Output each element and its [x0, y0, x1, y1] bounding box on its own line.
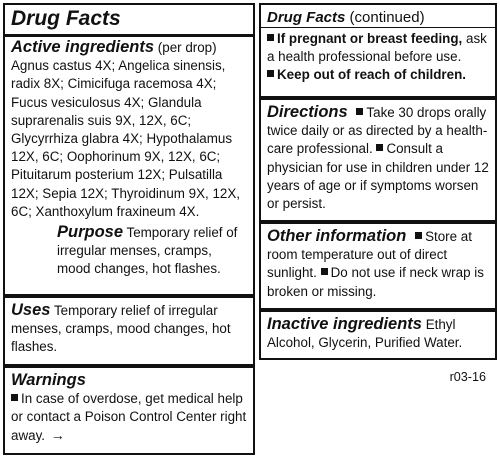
inactive-ingredients-text: Ethyl Alcohol, Glycerin, Purified Water. [267, 317, 463, 351]
continued-note: (continued) [349, 9, 425, 26]
drug-facts-title: Drug Facts [11, 7, 121, 30]
drug-facts-main-panel [3, 3, 255, 296]
active-ingredients-heading: Active ingredients [11, 38, 155, 56]
label-revision-code: r03-16 [449, 370, 486, 384]
other-information-item-1: Store at room temperature out of direct sunlight. [267, 229, 472, 281]
purpose-text: Temporary relief of irregular menses, cramps, mood changes, hot flashes. [57, 225, 238, 277]
title-rule [5, 34, 253, 37]
bullet-square-icon [267, 34, 274, 41]
uses-text: Temporary relief of irregular menses, cramps, mood changes, hot flashes. [11, 303, 231, 355]
purpose-section [11, 223, 247, 279]
directions-item-1: Take 30 drops orally twice daily or as directed by a health-care professional. [267, 105, 488, 157]
warnings-text: In case of overdose, get medical help or contact a Poison Control Center right away. [11, 391, 247, 444]
uses-panel [3, 296, 255, 366]
purpose-heading: Purpose [57, 223, 124, 242]
warnings-heading: Warnings [11, 371, 86, 389]
bullet-square-icon [267, 70, 274, 77]
pregnant-warning-rest: ask a health professional before use. [267, 31, 487, 65]
warnings-panel [3, 366, 255, 455]
bullet-square-icon [11, 394, 18, 401]
other-information-panel [259, 222, 497, 310]
children-warning: Keep out of reach of children. [277, 67, 466, 83]
bullet-square-icon [415, 232, 422, 239]
directions-panel [259, 98, 497, 222]
pregnant-warning: If pregnant or breast feeding, [277, 31, 463, 46]
inactive-ingredients-heading: Inactive ingredients [267, 315, 422, 333]
other-information-item-2: Do not use if neck wrap is broken or missing. [267, 265, 484, 299]
continue-arrow-icon: → [50, 427, 65, 444]
continued-title: Drug Facts [267, 9, 346, 26]
other-information-heading: Other information [267, 227, 407, 245]
directions-item-2: Consult a physician for use in children under 12 years of age or if symptoms worsen or persist. [267, 141, 489, 212]
directions-heading: Directions [267, 103, 348, 121]
bullet-square-icon [376, 144, 383, 151]
inactive-ingredients-panel [259, 310, 497, 360]
active-ingredients-text: Agnus castus 4X; Angelica sinensis, radix 8X; Cimicifuga racemosa 4X; Fucus vesiculosus 4X; Glandula suprarenalis suis 9X, 12X, 6C; Glycyrrhiza glabra 4X; Hypothalamus 12X, 6C; Oophorinum 9X, 12X, 6C; Pituitarum posterium 12X; Pulsatilla 12X; Sepia 12X; Thyroidinum 9X, 12X, 6C; Xanthoxylum fraxineum 4X. [11, 58, 241, 219]
bullet-square-icon [356, 108, 363, 115]
drug-facts-continued-panel [259, 3, 497, 98]
active-ingredients-section [11, 38, 247, 221]
active-ingredients-note: (per drop) [157, 40, 217, 55]
uses-heading: Uses [11, 301, 51, 319]
continued-rule [261, 27, 495, 28]
bullet-square-icon [321, 268, 328, 275]
